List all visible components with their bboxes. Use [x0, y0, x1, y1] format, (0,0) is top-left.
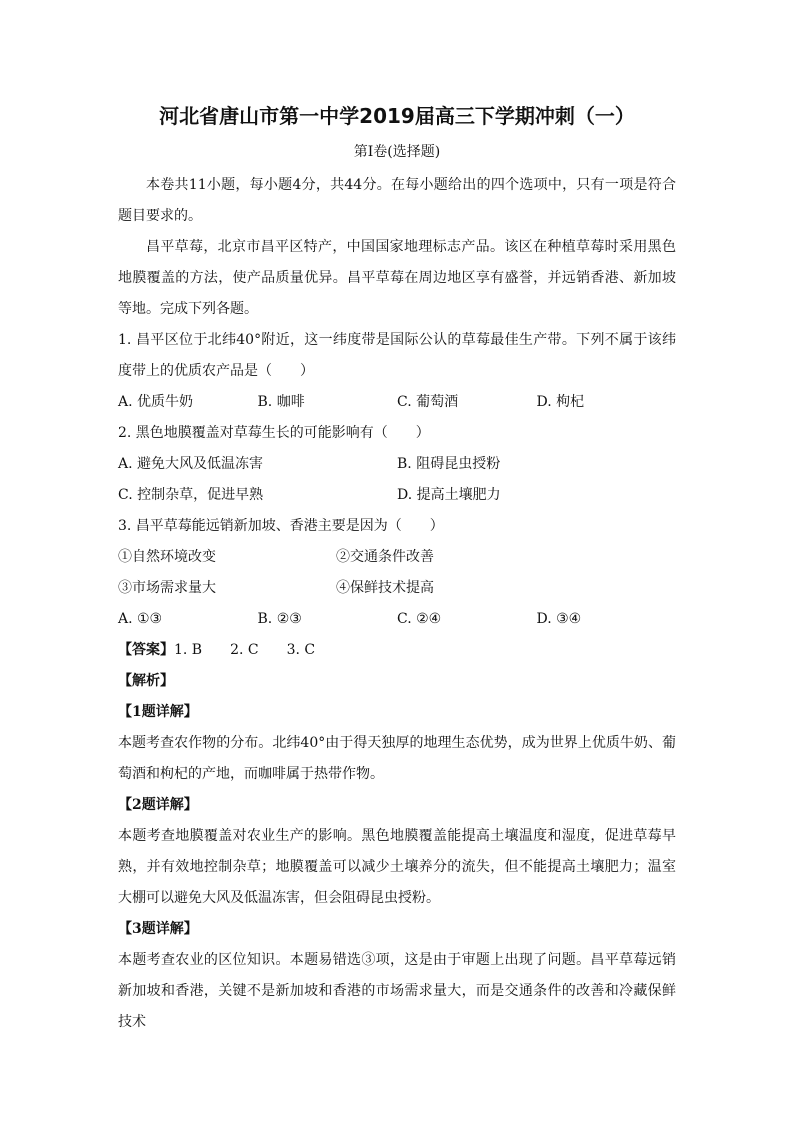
question-3-option-a: A. ①③	[118, 611, 163, 627]
question-3-option-c: C. ②④	[397, 611, 442, 627]
question-3-options	[118, 604, 676, 635]
question-1-option-c: C. 葡萄酒	[397, 394, 459, 410]
question-3-statement-4: ④保鲜技术提高	[336, 580, 434, 596]
section-subtitle: 第Ⅰ卷(选择题)	[353, 144, 441, 160]
answer-text: 1. B 2. C 3. C	[174, 642, 316, 658]
question-3-option-d: D. ③④	[536, 611, 582, 627]
question-1-option-b: B. 咖啡	[257, 394, 305, 410]
question-3-option-b: B. ②③	[257, 611, 302, 627]
detail-2-label: 【2题详解】	[118, 797, 198, 813]
document-title: 河北省唐山市第一中学2019届高三下学期冲刺（一）	[159, 104, 635, 128]
question-1-stem: 1. 昌平区位于北纬40°附近，这一纬度带是国际公认的草莓最佳生产带。下列不属于该纬度带上的优质农产品是（ ）	[118, 332, 676, 379]
question-2-option-d: D. 提高土壤肥力	[397, 487, 501, 503]
question-3-stem: 3. 昌平草莓能远销新加坡、香港主要是因为（ ）	[118, 518, 444, 534]
material-paragraph: 昌平草莓，北京市昌平区特产，中国国家地理标志产品。该区在种植草莓时采用黑色地膜覆盖的方法，使产品质量优异。昌平草莓在周边地区享有盛誉，并远销香港、新加坡等地。完成下列各题。	[118, 239, 676, 317]
question-3-statement-3: ③市场需求量大	[118, 580, 216, 596]
question-2-option-c: C. 控制杂草，促进早熟	[118, 487, 264, 503]
question-2-option-a: A. 避免大风及低温冻害	[118, 456, 264, 472]
answer-label: 【答案】	[118, 642, 174, 658]
question-3-statements-row-1	[118, 542, 676, 573]
analysis-label: 【解析】	[118, 673, 174, 689]
detail-3-label: 【3题详解】	[118, 921, 198, 937]
question-1-option-d: D. 枸杞	[536, 394, 585, 410]
question-2-options-row-2	[118, 480, 676, 511]
question-3-statement-1: ①自然环境改变	[118, 549, 216, 565]
question-3-statement-2: ②交通条件改善	[336, 549, 434, 565]
question-2-options-row-1	[118, 449, 676, 480]
detail-1-label: 【1题详解】	[118, 704, 198, 720]
question-3-statements-row-2	[118, 573, 676, 604]
question-1-options	[118, 387, 676, 418]
answer-line	[118, 635, 676, 666]
detail-2-text: 本题考查地膜覆盖对农业生产的影响。黑色地膜覆盖能提高土壤温度和湿度，促进草莓早熟，并有效地控制杂草；地膜覆盖可以减少土壤养分的流失，但不能提高土壤肥力；温室大棚可以避免大风及低温冻害，但会阻碍昆虫授粉。	[118, 828, 676, 906]
instructions-paragraph: 本卷共11小题，每小题4分，共44分。在每小题给出的四个选项中，只有一项是符合题目要求的。	[118, 177, 676, 224]
detail-1-text: 本题考查农作物的分布。北纬40°由于得天独厚的地理生态优势，成为世界上优质牛奶、葡萄酒和枸杞的产地，而咖啡属于热带作物。	[118, 735, 676, 782]
question-1-option-a: A. 优质牛奶	[118, 394, 194, 410]
question-2-stem: 2. 黑色地膜覆盖对草莓生长的可能影响有（ ）	[118, 425, 430, 441]
detail-3-text: 本题考查农业的区位知识。本题易错选③项，这是由于审题上出现了问题。昌平草莓远销新加坡和香港，关键不是新加坡和香港的市场需求量大，而是交通条件的改善和冷藏保鲜技术	[118, 952, 676, 1030]
question-2-option-b: B. 阻碍昆虫授粉	[397, 456, 501, 472]
